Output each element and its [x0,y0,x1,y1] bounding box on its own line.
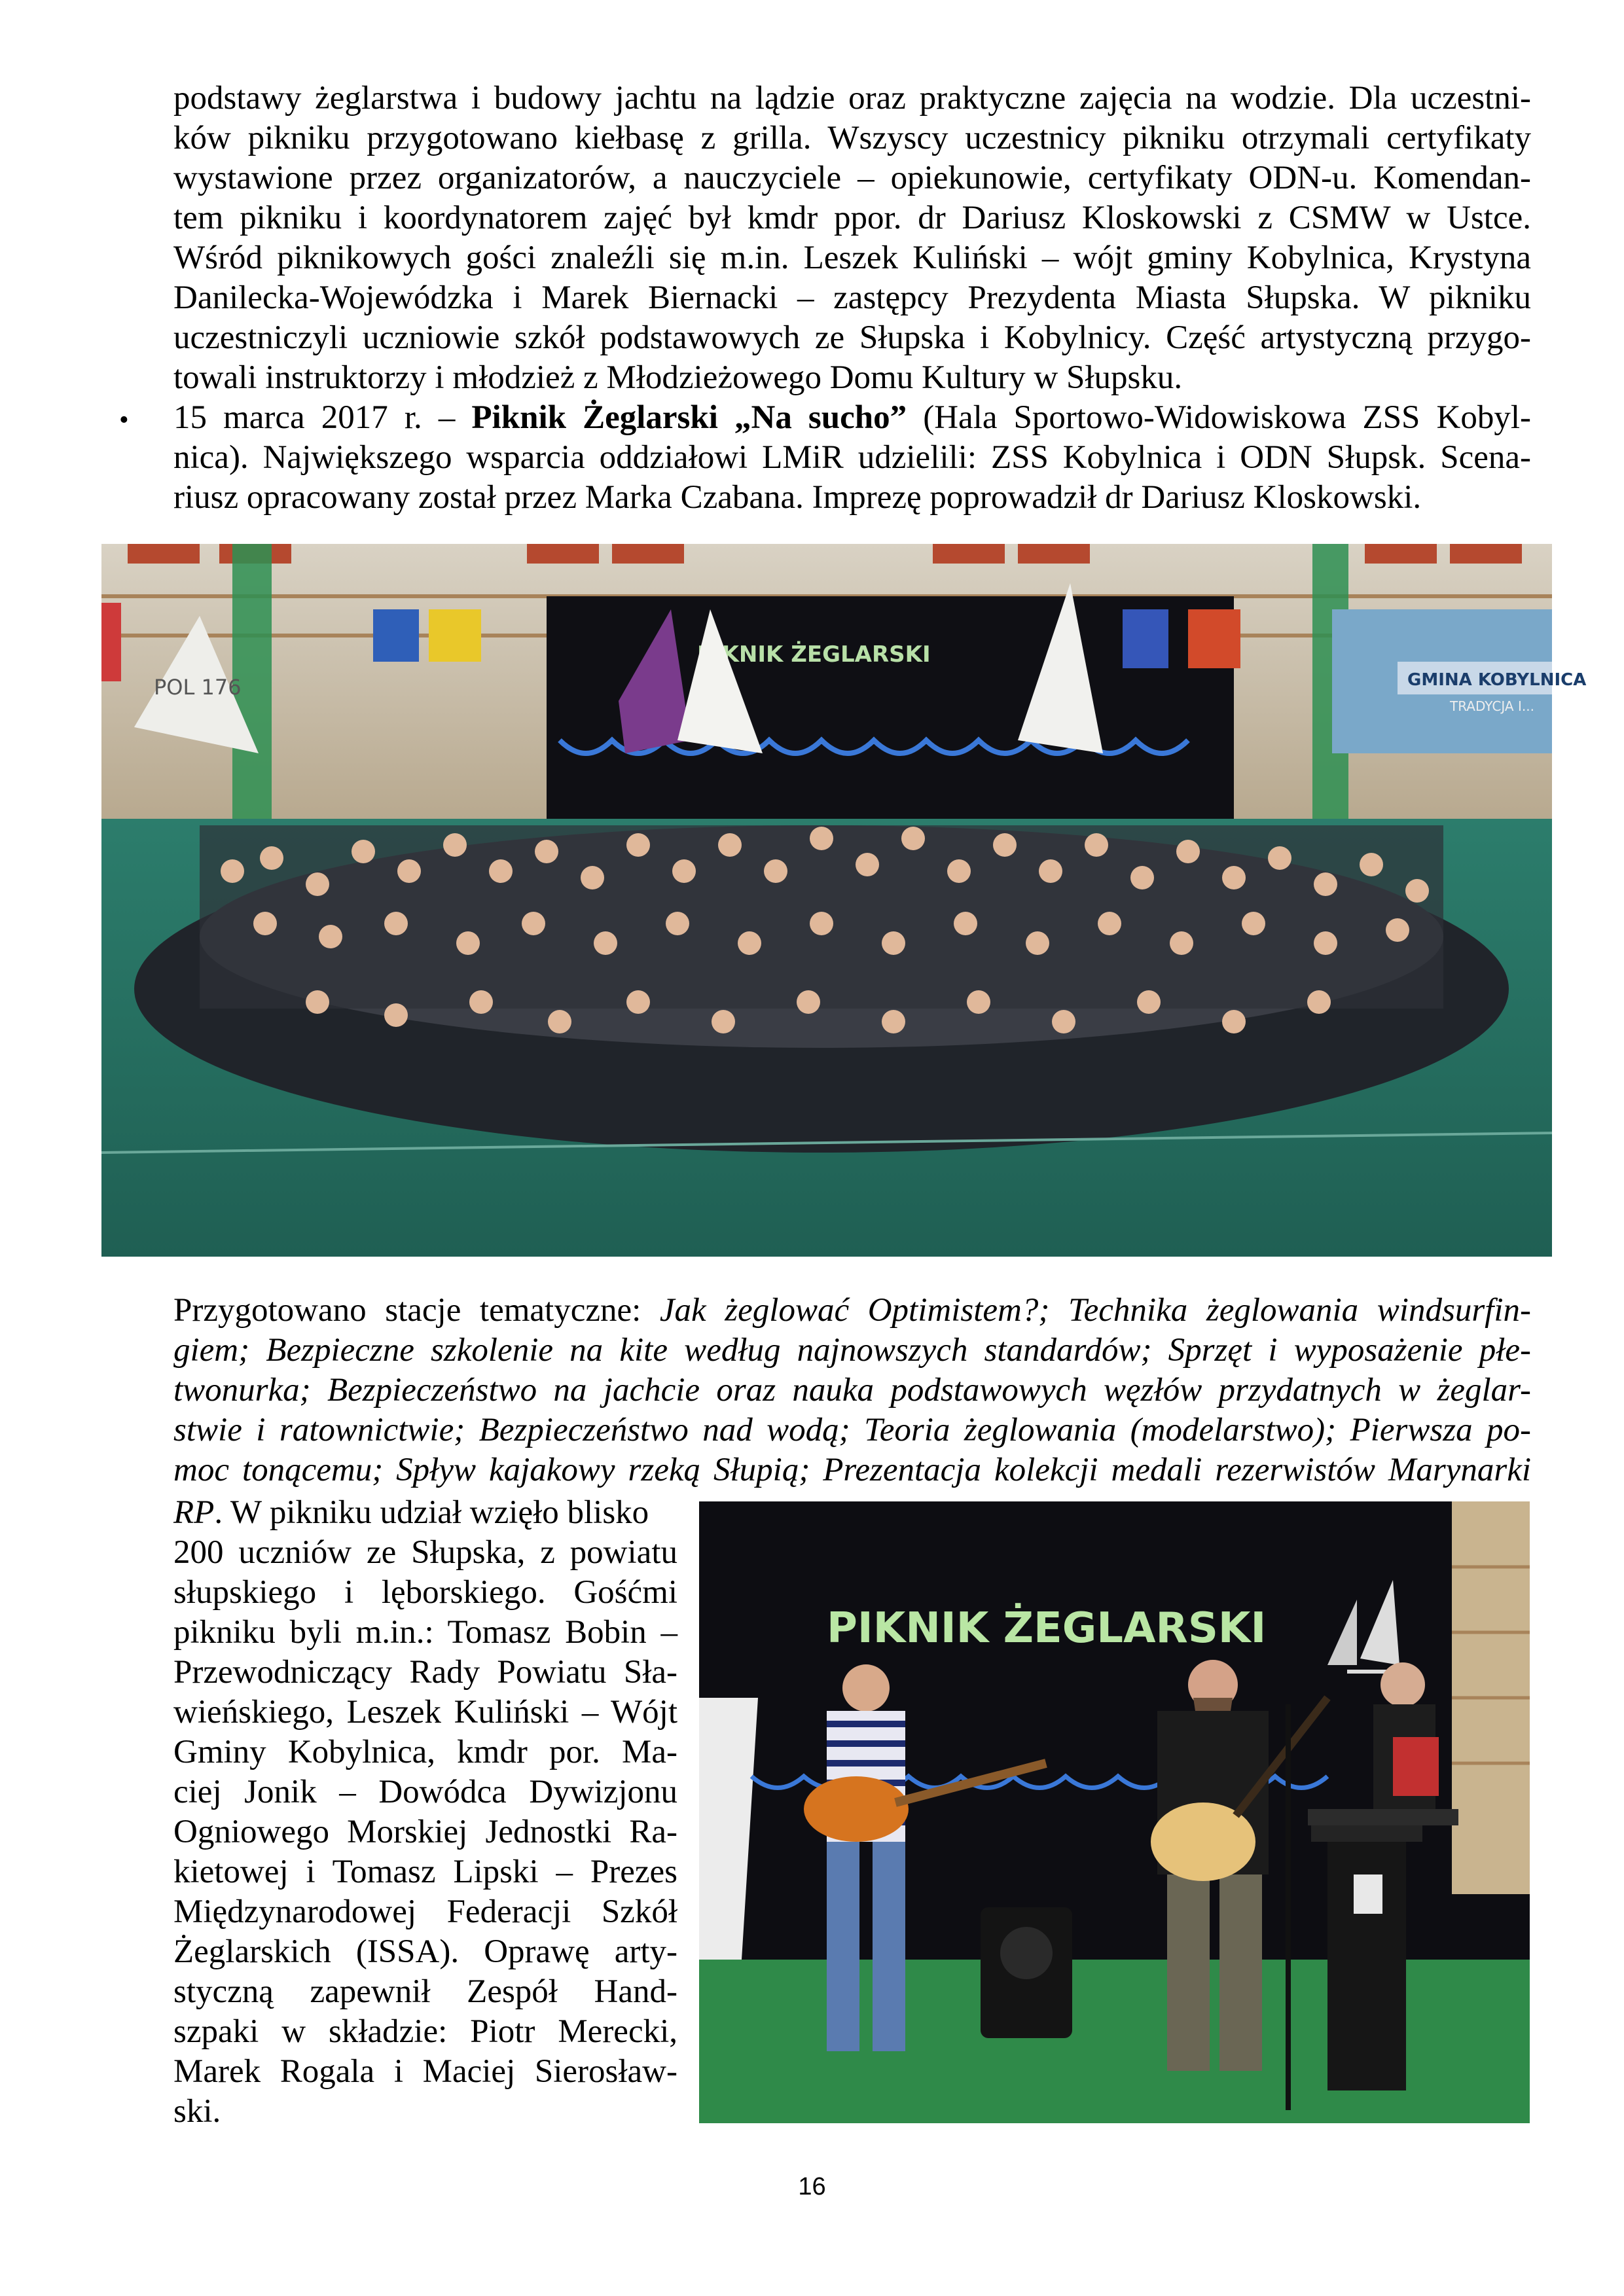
stations-list: Jak żeglować Optimistem?; Technika żeglowania windsurfin- [659,1292,1531,1329]
text-line: słupskiego i lęborskiego. Gośćmi [173,1574,677,1611]
text-line: tem pikniku i koordynatorem zajęć był kmdr ppor. dr Dariusz Kloskowski z CSMW w Ustce. [173,200,1531,236]
text-line: uczestniczyli uczniowie szkół podstawowych ze Słupska i Kobylnicy. Część artystyczną przygo- [173,319,1531,356]
event-title: Piknik Żeglarski „Na sucho” [471,399,907,436]
text-line: ski. [173,2093,221,2130]
text-line: wieńskiego, Leszek Kuliński – Wójt [173,1694,677,1731]
venue-text: (Hala Sportowo-Widowiskowa ZSS Kobyl- [907,399,1531,436]
text-line: Gminy Kobylnica, kmdr por. Ma- [173,1734,677,1770]
text-line: moc tonącemu; Spływ kajakowy rzeką Słupią; Prezentacja kolekcji medali rezerwistów Marynarki [173,1452,1531,1488]
band-photo [699,1501,1530,2123]
text-line: styczną zapewnił Zespół Hand- [173,1973,677,2010]
date-text: 15 marca 2017 r. – [173,399,472,436]
paragraph-guests [173,1493,677,2132]
text-line: nica). Największego wsparcia oddziałowi LMiR udzielili: ZSS Kobylnica i ODN Słupsk. Scena- [173,439,1531,476]
text-line: twonurka; Bezpieczeństwo na jachcie oraz nauka podstawowych węzłów przydatnych w żeglar- [173,1372,1531,1408]
text-line [173,1493,677,1533]
text-line: wystawione przez organizatorów, a nauczyciele – opiekunowie, certyfikaty ODN-u. Komendan- [173,160,1531,196]
group-photo-illustration [101,544,1587,1257]
bullet-dot: • [119,405,129,435]
text-line: towali instruktorzy i młodzież z Młodzieżowego Domu Kultury w Słupsku. [173,359,1183,396]
text-line: ków pikniku przygotowano kiełbasę z grilla. Wszyscy uczestnicy pikniku otrzymali certyfikaty [173,120,1531,156]
band-photo-illustration [699,1501,1530,2123]
text-line: Wśród piknikowych gości znaleźli się m.in. Leszek Kuliński – wójt gminy Kobylnica, Krystyna [173,240,1531,276]
paragraph-intro [173,79,1531,398]
text-line: riusz opracowany został przez Marka Czabana. Imprezę poprowadził dr Dariusz Kloskowski. [173,479,1422,516]
participants-text: . W pikniku udział wzięło blisko [214,1494,649,1531]
bullet-text [173,398,1531,518]
text-line: Międzynarodowej Federacji Szkół [173,1893,677,1930]
text-line: Przewodniczący Rady Powiatu Sła- [173,1654,677,1691]
text-line: stwie i ratownictwie; Bezpieczeństwo nad wodą; Teoria żeglowania (modelarstwo); Pierwsza po- [173,1412,1531,1448]
text-line: giem; Bezpieczne szkolenie na kite według najnowszych standardów; Sprzęt i wyposażenie płe- [173,1332,1531,1369]
banner-text: PIKNIK ŻEGLARSKI [827,1604,1267,1653]
text-line: Marek Rogala i Maciej Sierosław- [173,2053,677,2090]
text-line: podstawy żeglarstwa i budowy jachtu na lądzie oraz praktyczne zajęcia na wodzie. Dla uczestni- [173,80,1531,117]
text-line: Danilecka-Wojewódzka i Marek Biernacki – zastępcy Prezydenta Miasta Słupska. W pikniku [173,279,1531,316]
text-line: pikniku byli m.in.: Tomasz Bobin – [173,1614,677,1651]
paragraph-stations [173,1291,1531,1490]
text-line: Żeglarskich (ISSA). Oprawę arty- [173,1933,677,1970]
text-line: kietowej i Tomasz Lipski – Prezes [173,1854,677,1890]
page-number: 16 [798,2173,826,2200]
rp-abbrev: RP [173,1494,215,1531]
text-line: 200 uczniów ze Słupska, z powiatu [173,1534,677,1571]
sail-label: POL 176 [154,675,242,700]
sign-text: GMINA KOBYLNICA [1407,670,1587,690]
text-line [173,398,1531,438]
text-line: ciej Jonik – Dowódca Dywizjonu [173,1774,677,1810]
text-line: Ogniowego Morskiej Jednostki Ra- [173,1814,677,1850]
text-line [173,1291,1531,1331]
banner-text: PIKNIK ŻEGLARSKI [697,641,931,668]
group-photo [101,544,1587,1257]
text-line: szpaki w składzie: Piotr Merecki, [173,2013,677,2050]
sign-subtext: TRADYCJA I... [1450,698,1534,714]
stations-intro: Przygotowano stacje tematyczne: [173,1292,660,1329]
